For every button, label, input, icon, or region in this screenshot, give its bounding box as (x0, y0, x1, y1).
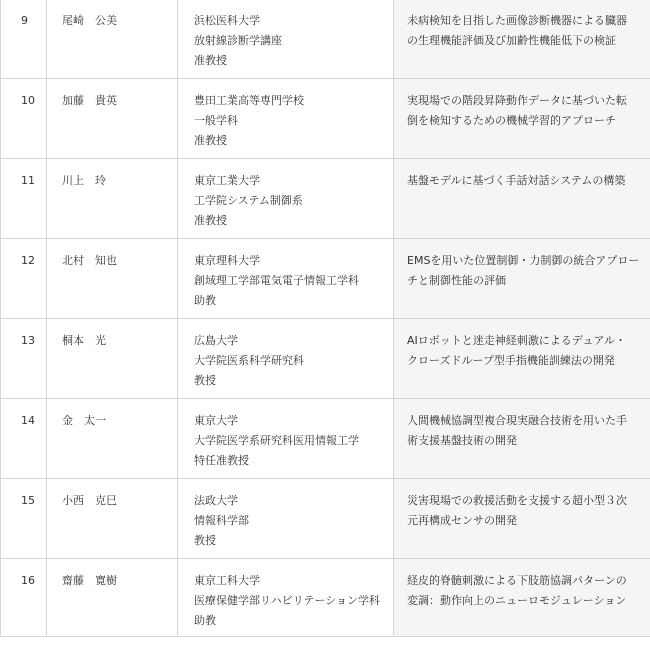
table-row (1, 479, 650, 559)
row-number: 13 (1, 319, 47, 399)
affiliation-line: 一般学科 (194, 114, 238, 127)
research-theme-line: 経皮的脊髄刺激による下肢筋協調パターンの (407, 574, 627, 587)
affiliation-cell (178, 559, 394, 637)
affiliation-cell (178, 319, 394, 399)
row-number: 14 (1, 399, 47, 479)
research-theme-line: 倒を検知するための機械学習的アプローチ (407, 114, 616, 127)
researcher-name: 齋藤 寛樹 (47, 559, 178, 637)
table-body (1, 0, 650, 637)
row-number: 9 (1, 0, 47, 79)
researcher-name: 北村 知也 (47, 239, 178, 319)
table-row (1, 0, 650, 79)
research-theme-cell (394, 79, 650, 159)
affiliation-line: 創域理工学部電気電子情報工学科 (194, 274, 359, 287)
table-row (1, 399, 650, 479)
affiliation-line: 東京工科大学 (194, 574, 260, 587)
affiliation-line: 広島大学 (194, 334, 238, 347)
research-theme-line: 未病検知を目指した画像診断機器による臓器 (407, 14, 627, 27)
table-row (1, 319, 650, 399)
research-theme-cell (394, 159, 650, 239)
researcher-name: 金 太一 (47, 399, 178, 479)
affiliation-line: 東京工業大学 (194, 174, 260, 187)
researcher-name: 川上 玲 (47, 159, 178, 239)
research-theme-cell (394, 319, 650, 399)
research-theme-cell (394, 239, 650, 319)
research-theme-line: チと制御性能の評価 (407, 274, 506, 287)
research-theme-line: クローズドループ型手指機能訓練法の開発 (407, 354, 615, 367)
research-theme-cell (394, 0, 650, 79)
affiliation-line: 工学院システム制御系 (194, 194, 303, 207)
affiliation-line: 大学院医系科学研究科 (194, 354, 304, 367)
affiliation-line: 助教 (194, 614, 216, 627)
row-number: 15 (1, 479, 47, 559)
table-row (1, 159, 650, 239)
row-number: 11 (1, 159, 47, 239)
affiliation-line: 法政大学 (194, 494, 238, 507)
affiliation-line: 医療保健学部リハビリテーション学科 (194, 594, 381, 607)
affiliation-line: 東京理科大学 (194, 254, 260, 267)
research-theme-cell (394, 399, 650, 479)
research-theme-line: 災害現場での救援活動を支援する超小型３次 (407, 494, 627, 507)
table-row (1, 559, 650, 637)
researcher-name: 小西 克巳 (47, 479, 178, 559)
research-theme-line: 人間機械協調型複合現実融合技術を用いた手 (407, 414, 627, 427)
affiliation-line: 教授 (194, 534, 216, 547)
affiliation-line: 放射線診断学講座 (194, 34, 282, 47)
affiliation-line: 教授 (194, 374, 216, 387)
affiliation-line: 准教授 (194, 214, 227, 227)
research-theme-line: 実現場での階段昇降動作データに基づいた転 (407, 94, 627, 107)
researcher-name: 加藤 貴英 (47, 79, 178, 159)
research-theme-line: の生理機能評価及び加齢性機能低下の検証 (407, 34, 616, 47)
affiliation-line: 浜松医科大学 (194, 14, 260, 27)
row-number: 16 (1, 559, 47, 637)
affiliation-cell (178, 479, 394, 559)
affiliation-line: 東京大学 (194, 414, 238, 427)
research-theme-line: 基盤モデルに基づく手話対話システムの構築 (407, 174, 626, 187)
affiliation-cell (178, 0, 394, 79)
row-number: 10 (1, 79, 47, 159)
affiliation-line: 准教授 (194, 134, 227, 147)
affiliation-line: 大学院医学系研究科医用情報工学 (194, 434, 359, 447)
research-theme-cell (394, 479, 650, 559)
row-number: 12 (1, 239, 47, 319)
affiliation-cell (178, 399, 394, 479)
table-row (1, 79, 650, 159)
affiliation-cell (178, 159, 394, 239)
research-theme-line: AIロボットと迷走神経刺激によるデュアル・ (407, 334, 626, 347)
table-row (1, 239, 650, 319)
research-theme-cell (394, 559, 650, 637)
affiliation-cell (178, 79, 394, 159)
research-theme-line: 元再構成センサの開発 (407, 514, 517, 527)
affiliation-line: 豊田工業高等専門学校 (194, 94, 304, 107)
affiliation-line: 助教 (194, 294, 216, 307)
affiliation-line: 特任准教授 (194, 454, 249, 467)
research-theme-line: 術支援基盤技術の開発 (407, 434, 517, 447)
researcher-name: 桐本 光 (47, 319, 178, 399)
affiliation-line: 情報科学部 (194, 514, 249, 527)
research-theme-line: EMSを用いた位置制御・力制御の統合アプロー (407, 254, 640, 267)
affiliation-line: 准教授 (194, 54, 227, 67)
researcher-name: 尾崎 公美 (47, 0, 178, 79)
research-theme-line: 変調：動作向上のニューロモジュレーション (407, 594, 627, 607)
affiliation-cell (178, 239, 394, 319)
